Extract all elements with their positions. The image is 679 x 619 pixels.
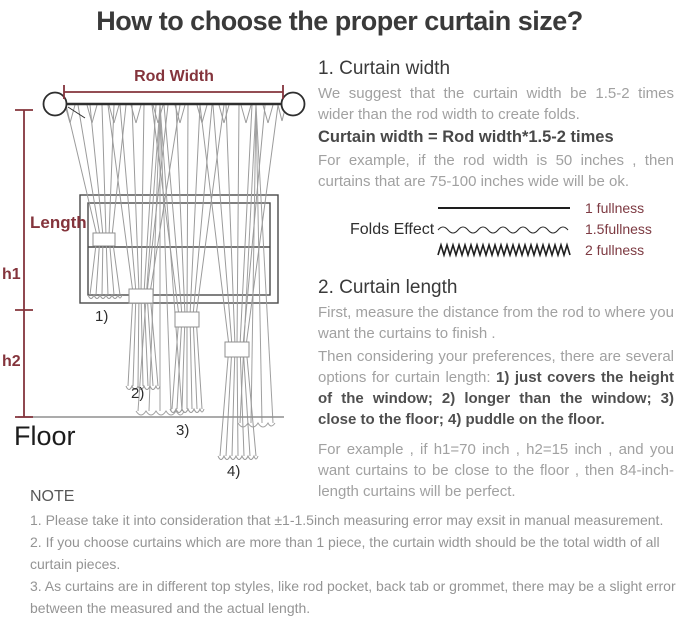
h2-label: h2 bbox=[2, 353, 21, 370]
page-title: How to choose the proper curtain size? bbox=[96, 6, 583, 36]
fullness-row-3 bbox=[436, 241, 644, 259]
note-item: 1. Please take it into consideration that ±1-1.5inch measuring error may exsit in manual measurement. bbox=[30, 512, 664, 528]
straight-line-icon bbox=[436, 200, 572, 216]
curtain-measurement-diagram bbox=[0, 55, 318, 490]
fullness-1-label: 1 fullness bbox=[585, 200, 645, 216]
folds-effect-label: Folds Effect bbox=[350, 221, 435, 238]
length-options-intro: Then considering your preferences, there are several options for curtain length: bbox=[318, 348, 674, 386]
instructions-column bbox=[318, 58, 674, 504]
note-heading: NOTE bbox=[30, 488, 75, 505]
fullness-row-2 bbox=[436, 220, 652, 238]
section-2-heading: 2. Curtain length bbox=[318, 277, 458, 298]
fullness-1-5-label: 1.5fullness bbox=[585, 221, 652, 237]
fullness-row-1 bbox=[436, 199, 644, 217]
zigzag-line-icon bbox=[436, 242, 572, 258]
rod-width-label: Rod Width bbox=[134, 68, 214, 85]
option-2-label: 2) bbox=[131, 385, 145, 402]
curtain-width-formula: Curtain width = Rod width*1.5-2 times bbox=[318, 128, 614, 146]
wavy-line-icon bbox=[436, 221, 572, 237]
section-2-example: For example , if h1=70 inch , h2=15 inch , and you want curtains to be close to the floor , then 84-inch-length curtains will be perfect. bbox=[318, 441, 674, 500]
note-item: 2. If you choose curtains which are more than 1 piece, the curtain width should be the total width of all curtain pieces. bbox=[30, 534, 660, 572]
length-label: Length bbox=[30, 213, 87, 232]
section-2-paragraph-2 bbox=[318, 346, 674, 430]
option-1-label: 1) bbox=[95, 308, 109, 325]
folds-effect-legend bbox=[318, 199, 674, 265]
option-3-label: 3) bbox=[176, 422, 190, 439]
note-section bbox=[30, 488, 678, 619]
option-4-label: 4) bbox=[227, 463, 241, 480]
length-options-bold: 1) just covers the height of the window; 2) longer than the window; 3) close to the floor; 4) puddle on the floor. bbox=[318, 369, 674, 428]
h1-label: h1 bbox=[2, 266, 21, 283]
section-1-heading: 1. Curtain width bbox=[318, 58, 451, 79]
section-2-paragraph-1: First, measure the distance from the rod to where you want the curtains to finish . bbox=[318, 304, 674, 342]
section-1-paragraph: We suggest that the curtain width be 1.5-2 times wider than the rod width to create folds. bbox=[318, 85, 674, 123]
note-item: 3. As curtains are in different top styles, like rod pocket, back tab or grommet, there may be a slight error between the measured and the actual length. bbox=[30, 578, 676, 616]
fullness-2-label: 2 fullness bbox=[585, 242, 645, 258]
floor-label: Floor bbox=[14, 421, 76, 451]
section-1-example: For example, if the rod width is 50 inches , then curtains that are 75-100 inches wide will be ok. bbox=[318, 152, 674, 190]
